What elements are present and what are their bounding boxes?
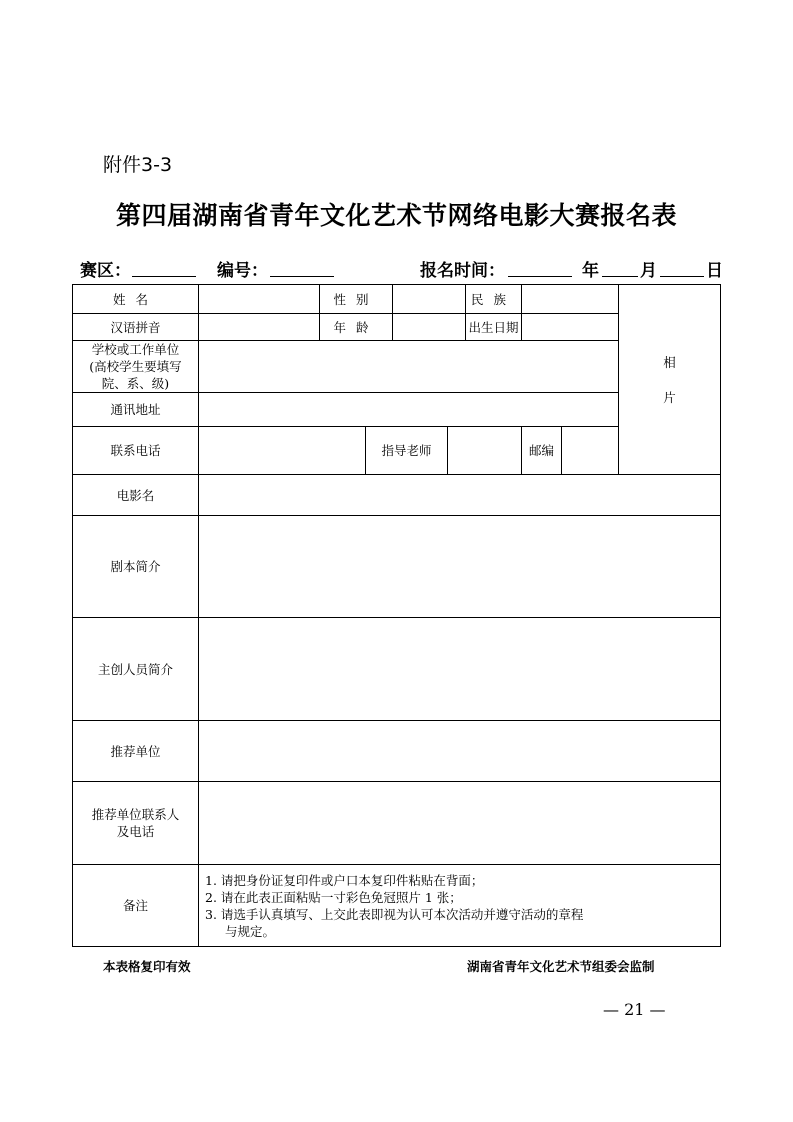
synopsis-label: 剧本简介 — [73, 516, 199, 618]
recommender-contact-line-2: 及电话 — [116, 824, 155, 839]
birthdate-value-cell[interactable] — [522, 314, 619, 341]
phone-label: 联系电话 — [73, 427, 199, 475]
footer-supervisor: 湖南省青年文化艺术节组委会监制 — [467, 959, 655, 974]
attachment-label: 附件3-3 — [103, 154, 173, 176]
footer-copy-valid: 本表格复印有效 — [103, 959, 191, 974]
remarks-notes — [199, 865, 721, 947]
recommender-contact-label — [73, 782, 199, 865]
year-field[interactable] — [508, 276, 572, 277]
age-value-cell[interactable] — [393, 314, 466, 341]
school-label — [73, 341, 199, 393]
phone-value-cell[interactable] — [199, 427, 366, 475]
teacher-label: 指导老师 — [366, 427, 448, 475]
note-2: 2. 请在此表正面粘贴一寸彩色免冠照片 1 张； — [205, 889, 462, 905]
recommender-contact-line-1: 推荐单位联系人 — [91, 807, 180, 822]
gender-label: 性别 — [320, 285, 393, 314]
page-number: — 21 — — [603, 1000, 666, 1019]
month-field[interactable] — [602, 276, 638, 277]
day-label: 日 — [706, 261, 723, 281]
school-value-cell[interactable] — [199, 341, 619, 393]
ethnicity-value-cell[interactable] — [522, 285, 619, 314]
note-1: 1. 请把身份证复印件或户口本复印件粘贴在背面； — [205, 872, 484, 888]
region-label: 赛区： — [80, 261, 131, 281]
remarks-label: 备注 — [73, 865, 199, 947]
film-name-value-cell[interactable] — [199, 475, 721, 516]
pinyin-label: 汉语拼音 — [73, 314, 199, 341]
year-label: 年 — [582, 261, 599, 281]
recommender-label: 推荐单位 — [73, 721, 199, 782]
age-label: 年龄 — [320, 314, 393, 341]
creators-label: 主创人员简介 — [73, 618, 199, 721]
note-3: 3. 请选手认真填写、上交此表即视为认可本次活动并遵守活动的章程 — [205, 906, 584, 922]
number-field[interactable] — [270, 276, 334, 277]
day-field[interactable] — [660, 276, 704, 277]
region-field[interactable] — [132, 276, 196, 277]
form-meta-line — [80, 256, 723, 281]
name-label: 姓名 — [73, 285, 199, 314]
note-4: 与规定。 — [225, 923, 276, 939]
address-label: 通讯地址 — [73, 393, 199, 427]
photo-label-2: 片 — [663, 389, 676, 405]
postcode-label: 邮编 — [522, 427, 562, 475]
recommender-contact-value-cell[interactable] — [199, 782, 721, 865]
registration-time-label: 报名时间： — [420, 261, 505, 281]
school-label-line-1: 学校或工作单位 — [91, 342, 180, 357]
gender-value-cell[interactable] — [393, 285, 466, 314]
postcode-value-cell[interactable] — [562, 427, 619, 475]
recommender-value-cell[interactable] — [199, 721, 721, 782]
creators-value-cell[interactable] — [199, 618, 721, 721]
number-label: 编号： — [217, 261, 268, 281]
ethnicity-label: 民族 — [466, 285, 522, 314]
pinyin-value-cell[interactable] — [199, 314, 320, 341]
photo-label-1: 相 — [663, 354, 676, 370]
form-title: 第四届湖南省青年文化艺术节网络电影大赛报名表 — [115, 201, 677, 230]
birthdate-label: 出生日期 — [466, 314, 522, 341]
film-name-label: 电影名 — [73, 475, 199, 516]
month-label: 月 — [640, 261, 657, 281]
photo-cell[interactable] — [619, 285, 721, 475]
teacher-value-cell[interactable] — [448, 427, 522, 475]
school-label-line-2: (高校学生要填写 — [89, 359, 182, 374]
school-label-line-3: 院、系、级) — [101, 376, 170, 391]
registration-form-table — [72, 284, 721, 947]
synopsis-value-cell[interactable] — [199, 516, 721, 618]
name-value-cell[interactable] — [199, 285, 320, 314]
address-value-cell[interactable] — [199, 393, 619, 427]
